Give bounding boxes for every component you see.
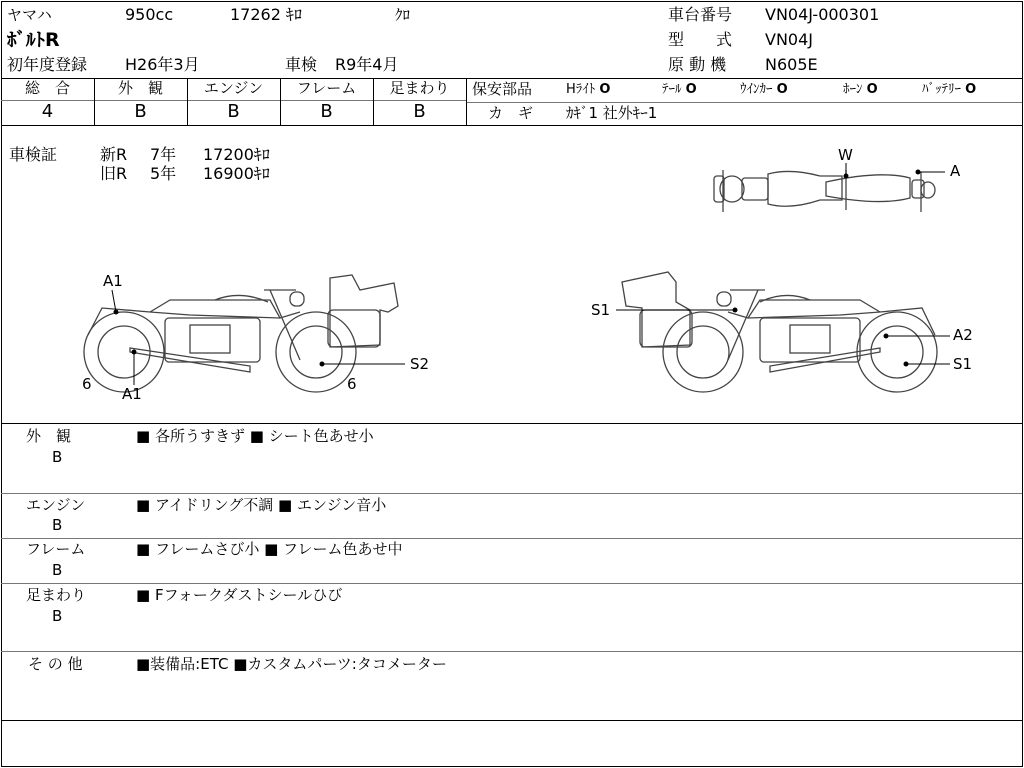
first-reg-value: H26年3月 [125, 55, 200, 74]
detail-title-exterior: 外 観 [26, 427, 72, 445]
details-divider [1, 493, 1022, 494]
inspection-value: R9年4月 [335, 55, 399, 74]
safety-item-horn: ﾎｰﾝ O [843, 82, 878, 97]
grade-value-overall: 4 [41, 101, 54, 122]
safety-item-winker: ｳｲﾝｶｰ O [740, 82, 788, 97]
details-divider [1, 538, 1022, 539]
detail-notes-engine: ■ アイドリング不調 ■ エンジン音小 [136, 496, 387, 514]
safety-label: 保安部品 [472, 80, 533, 98]
key-value: ｶｷﾞ1 社外ｷｰ1 [566, 104, 658, 122]
cert-old-km: 16900ｷﾛ [203, 164, 270, 183]
detail-title-suspension: 足まわり [26, 586, 87, 604]
inspection-label: 車検 [285, 55, 318, 74]
mark-right-a2: A2 [953, 326, 973, 344]
frame-no-label: 車台番号 [668, 5, 733, 24]
mileage: 17262 ｷﾛ [230, 5, 302, 24]
mark-left-a1-bottom: A1 [122, 385, 142, 403]
first-reg-label: 初年度登録 [7, 55, 88, 74]
safety-item-headlight: Hﾗｲﾄ O [566, 82, 611, 97]
details-bottom-line [1, 720, 1022, 721]
key-label: カ ギ [488, 104, 534, 122]
grade-label-exterior: 外 観 [117, 79, 163, 97]
grade-label-engine: エンジン [203, 79, 264, 97]
detail-notes-suspension: ■ Fフォークダストシールひび [136, 586, 343, 604]
bike-right-view [622, 272, 937, 392]
detail-notes-exterior: ■ 各所うすきず ■ シート色あせ小 [136, 427, 374, 445]
type-value: VN04J [765, 30, 813, 49]
mark-top-a: A [950, 162, 961, 180]
grade-value-exterior: B [134, 101, 147, 122]
detail-title-other: そ の 他 [28, 655, 83, 673]
grade-value-engine: B [227, 101, 240, 122]
cert-old-years: 5年 [150, 164, 177, 183]
cert-new-kind: 新R [100, 145, 128, 164]
detail-grade-frame: B [52, 561, 63, 579]
mark-top-w: W [838, 146, 853, 164]
grade-label-frame: フレーム [296, 79, 357, 97]
cert-new-km: 17200ｷﾛ [203, 145, 270, 164]
bike-top-view [714, 170, 935, 212]
grade-value-frame: B [320, 101, 333, 122]
detail-grade-suspension: B [52, 607, 63, 625]
grade-value-suspension: B [413, 101, 426, 122]
safety-item-tail: ﾃｰﾙ O [662, 82, 697, 97]
cert-new-years: 7年 [150, 145, 177, 164]
mark-right-s1-top: S1 [591, 301, 611, 319]
detail-grade-engine: B [52, 516, 63, 534]
frame-no-value: VN04J-000301 [765, 5, 880, 24]
mark-right-s1-bottom: S1 [953, 355, 973, 373]
engine-value: N605E [765, 55, 818, 74]
grade-label-overall: 総 合 [24, 79, 70, 97]
mark-left-6-front: 6 [347, 375, 357, 393]
cert-label: 車検証 [9, 145, 58, 164]
displacement: 950cc [125, 5, 174, 24]
damage-leaders [112, 163, 950, 385]
engine-label: 原 動 機 [668, 55, 727, 74]
type-label: 型 式 [668, 30, 733, 49]
mark-left-6-rear: 6 [82, 375, 92, 393]
grade-label-suspension: 足まわり [389, 79, 450, 97]
detail-notes-other: ■装備品:ETC ■カスタムパーツ:タコメーター [136, 655, 447, 673]
color: ｸﾛ [395, 6, 411, 24]
mark-left-a1-top: A1 [103, 272, 123, 290]
safety-item-battery: ﾊﾞｯﾃﾘｰ O [922, 82, 977, 97]
detail-notes-frame: ■ フレームさび小 ■ フレーム色あせ中 [136, 540, 403, 558]
cert-old-kind: 旧R [100, 164, 128, 183]
maker: ヤマハ [7, 6, 52, 24]
detail-grade-exterior: B [52, 448, 63, 466]
details-divider [1, 651, 1022, 652]
details-top-line [1, 423, 1022, 424]
model-name: ﾎﾞﾙﾄR [7, 29, 60, 51]
detail-title-engine: エンジン [26, 496, 86, 514]
mark-left-s2: S2 [410, 355, 430, 373]
detail-title-frame: フレーム [26, 540, 86, 558]
details-divider [1, 583, 1022, 584]
